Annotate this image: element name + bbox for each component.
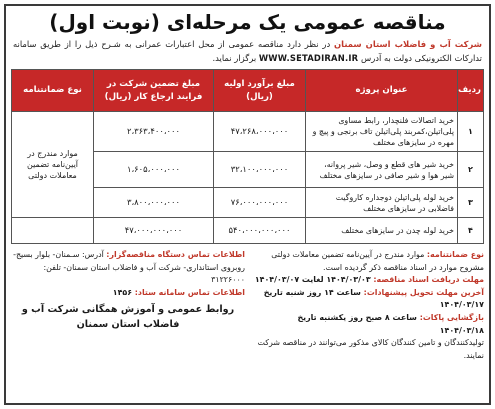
- row-number: ۱: [458, 112, 484, 152]
- header-row-number: ردیف: [458, 70, 484, 112]
- setadiran-link[interactable]: WWW.SETADIRAN.IR: [258, 53, 359, 63]
- row-subject: خرید اتصالات فلنچدار، رابط مساوی پلی‌اتیلن،کمربند پلی‌اتیلن تاف برنجی و پیچ و مهره در سایزهای مختلف: [306, 112, 458, 152]
- system-contact: [11, 287, 245, 300]
- table-row: [12, 218, 484, 244]
- tender-notice: [4, 4, 491, 405]
- table-header-row: [12, 70, 484, 112]
- receive-documents: [251, 274, 484, 287]
- row-subject: خرید لوله پلی‌اتیلن دوجداره کاروگیت فاضلابی در سایزهای مختلف: [306, 188, 458, 218]
- public-relations-signature: روابط عمومی و آموزش همگانی شرکت آب و فاضلاب استان سمنان: [21, 304, 235, 331]
- deadline-label: آخرین مهلت تحویل پیشنهادات:: [363, 287, 484, 297]
- opening-envelopes: [251, 312, 484, 337]
- header-guarantee-type: نوع ضمانتنامه: [12, 70, 94, 112]
- row-number: ۲: [458, 152, 484, 188]
- table-row: [12, 112, 484, 152]
- details-right-column: [251, 249, 484, 362]
- row-deposit: ۱،۶۰۵،۰۰۰،۰۰۰: [94, 152, 214, 188]
- row-deposit: ۴۷،۰۰۰،۰۰۰،۰۰۰: [94, 218, 214, 244]
- producers-note: تولیدکنندگان و تامین کنندگان کالای مذکور می‌توانند در مناقصه شرکت نمایند.: [257, 338, 484, 360]
- row-subject: خرید شیر های قطع و وصل، شیر پروانه، شیر هوا و شیر صافی در سایزهای مختلف: [306, 152, 458, 188]
- system-phone: ۱۴۵۶: [112, 287, 135, 297]
- guarantee-text: موارد مندرج در آیین‌نامه تضمین معاملات دولتی مشروح موارد در اسناد مناقصه ذکر گردیده است.: [271, 250, 484, 272]
- row-estimate: ۷۶،۰۰۰،۰۰۰،۰۰۰: [214, 188, 306, 218]
- deadline-text: ساعت ۱۴ روز شنبه تاریخ ۱۴۰۴/۰۳/۱۷: [263, 287, 484, 310]
- header-subject: عنوان پروژه: [306, 70, 458, 112]
- receive-label: مهلت دریافت اسناد مناقصه:: [373, 275, 484, 285]
- receive-dates: ۱۴۰۴/۰۳/۰۳ لغایت ۱۴۰۴/۰۳/۰۷: [254, 275, 374, 285]
- organization-name: شرکت آب و فاضلاب استان سمنان: [334, 39, 482, 49]
- contact-text: آدرس: سـمنان- بلوار بسیج- روبروی استانداری- شرکت آب و فاضلاب استان سمنان- تلفن: ۳۱۲۲۶۰۰۰: [13, 250, 245, 285]
- row-estimate: ۴۷،۲۶۸،۰۰۰،۰۰۰: [214, 112, 306, 152]
- opening-text: ساعت ۸ صبح روز یکشنبه تاریخ ۱۴۰۴/۰۳/۱۸: [297, 312, 484, 335]
- guarantee-note: [251, 249, 484, 274]
- opening-label: بازگشایی پاکات:: [419, 312, 484, 322]
- guarantee-label: نوع ضمانتنامه:: [426, 250, 484, 259]
- contact-info: [11, 249, 245, 287]
- row-deposit: ۲،۳۶۳،۴۰۰،۰۰۰: [94, 112, 214, 152]
- contact-label: اطلاعات تماس دستگاه مناقصه‌گزار:: [106, 250, 245, 259]
- header-deposit: مبلغ تضمین شرکت در فرایند ارجاع کار (ریال): [94, 70, 214, 112]
- row-deposit: ۳،۸۰۰،۰۰۰،۰۰۰: [94, 188, 214, 218]
- row-number: ۴: [458, 218, 484, 244]
- empty-guarantee-cell: [12, 218, 94, 244]
- details-section: [11, 249, 484, 371]
- intro-paragraph: [11, 37, 484, 65]
- header-estimate: مبلغ برآورد اولیه (ریال): [214, 70, 306, 112]
- intro-text-2: برگزار نماید.: [212, 53, 259, 63]
- row-subject: خرید لوله چدن در سایزهای مختلف: [306, 218, 458, 244]
- row-number: ۳: [458, 188, 484, 218]
- intro-text-1: در نظر دارد مناقصه عمومی از محل اعتبارات عمرانی به شـرح ذیل را از طریق سامانه تدارکات الکترونیکی دولت به آدرس: [13, 39, 482, 63]
- row-estimate: ۳۲،۱۰۰،۰۰۰،۰۰۰: [214, 152, 306, 188]
- notice-title: مناقصه عمومی یک مرحله‌ای (نوبت اول): [49, 10, 446, 34]
- submission-deadline: [251, 287, 484, 312]
- guarantee-type-cell: موارد مندرج در آیین‌نامه تضمین معاملات دولتی: [12, 112, 94, 218]
- system-label: اطلاعات تماس سامانه ستاد:: [134, 287, 245, 297]
- tender-table: [11, 69, 484, 244]
- row-estimate: ۵۴۰،۰۰۰،۰۰۰،۰۰۰: [214, 218, 306, 244]
- details-left-column: [11, 249, 245, 332]
